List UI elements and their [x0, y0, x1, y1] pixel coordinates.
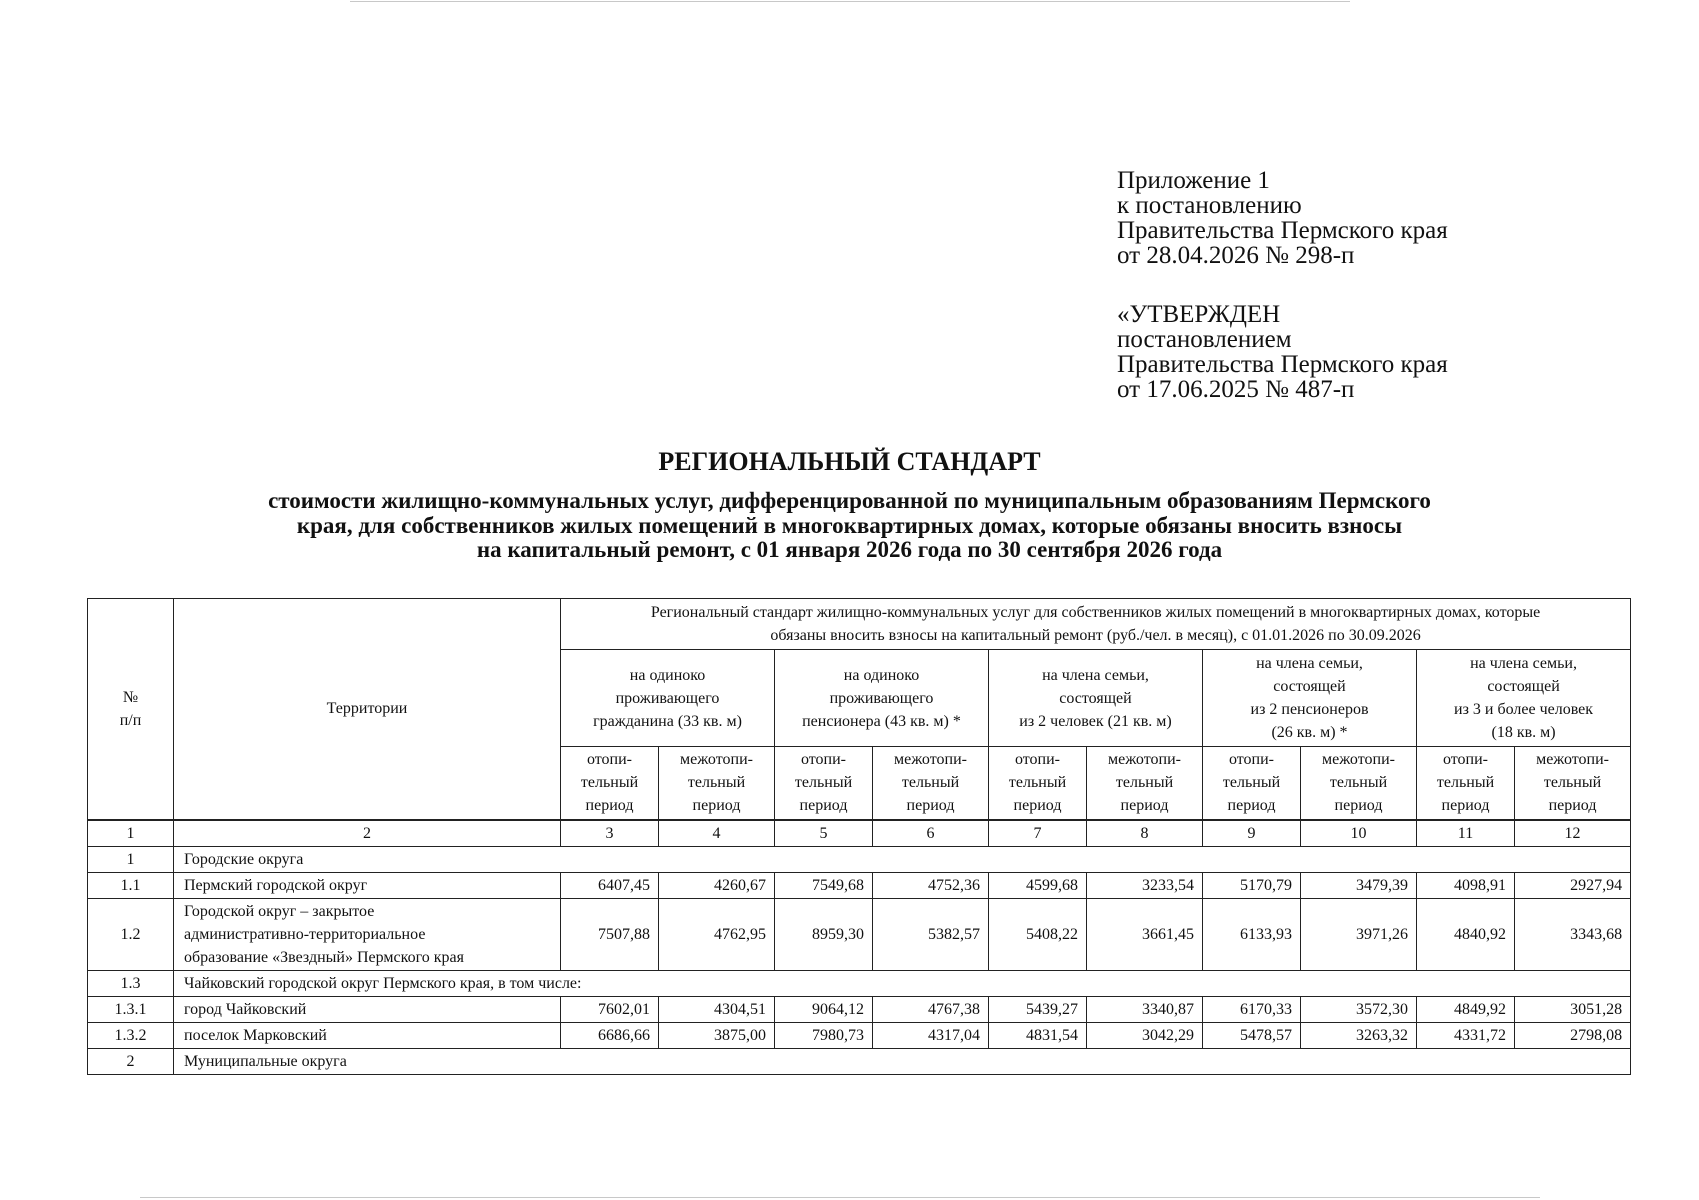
territory-name-line: административно-территориальное [184, 925, 426, 943]
group-line: на члена семьи, [1042, 666, 1149, 684]
appendix-line: от 28.04.2026 № 298-п [1117, 242, 1355, 269]
value-cell: 3340,87 [1087, 996, 1203, 1022]
approval-line: Правительства Пермского края [1117, 351, 1448, 378]
approval-block [1117, 302, 1637, 402]
group-line: проживающего [615, 689, 720, 707]
value-cell: 4767,38 [873, 996, 989, 1022]
value-cell: 3263,32 [1301, 1022, 1417, 1048]
value-cell: 3343,68 [1515, 898, 1631, 970]
column-number: 1 [88, 820, 174, 847]
scan-edge-line [140, 1197, 1540, 1198]
value-cell: 4840,92 [1417, 898, 1515, 970]
period-line: период [692, 797, 741, 815]
period-line: тельный [1008, 774, 1067, 792]
value-cell: 3042,29 [1087, 1022, 1203, 1048]
value-cell: 5439,27 [989, 996, 1087, 1022]
group-line: на одиноко [843, 666, 920, 684]
group-line: проживающего [829, 689, 934, 707]
column-number: 10 [1301, 820, 1417, 847]
column-number: 2 [174, 820, 561, 847]
value-cell: 4831,54 [989, 1022, 1087, 1048]
header-nonheating-period [1087, 747, 1203, 820]
period-line: отопи- [1014, 751, 1061, 769]
value-cell: 3875,00 [659, 1022, 775, 1048]
period-line: тельный [901, 774, 960, 792]
header-nonheating-period [1515, 747, 1631, 820]
territory-name: город Чайковский [174, 996, 561, 1022]
territory-name [174, 898, 561, 970]
header-group-single-citizen [561, 650, 775, 747]
group-line: состоящей [1487, 678, 1560, 695]
subtitle-line: на капитальный ремонт, с 01 января 2026 года по 30 сентября 2026 года [476, 537, 1223, 562]
value-cell: 6686,66 [561, 1022, 659, 1048]
column-number: 4 [659, 820, 775, 847]
period-line: межотопи- [1322, 751, 1395, 769]
group-line: (26 кв. м) * [1271, 724, 1348, 741]
group-line: гражданина (33 кв. м) [593, 712, 742, 730]
header-heating-period [989, 747, 1087, 820]
value-cell: 7602,01 [561, 996, 659, 1022]
period-line: межотопи- [1536, 751, 1609, 769]
value-cell: 3051,28 [1515, 996, 1631, 1022]
group-line: пенсионера (43 кв. м) * [802, 712, 961, 730]
territory-name: Муниципальные округа [174, 1048, 1631, 1074]
period-line: период [1334, 797, 1383, 815]
value-cell: 6407,45 [561, 872, 659, 898]
group-line: из 3 и более человек [1454, 701, 1594, 718]
period-line: отопи- [586, 751, 633, 769]
period-line: тельный [1436, 774, 1495, 792]
group-line: (18 кв. м) [1491, 724, 1556, 741]
column-number: 7 [989, 820, 1087, 847]
value-cell: 6170,33 [1203, 996, 1301, 1022]
period-line: период [1548, 797, 1597, 815]
value-cell: 6133,93 [1203, 898, 1301, 970]
period-line: тельный [794, 774, 853, 792]
value-cell: 8959,30 [775, 898, 873, 970]
column-number: 5 [775, 820, 873, 847]
scan-edge-line [350, 1, 1350, 2]
approval-line: постановлением [1117, 326, 1292, 353]
period-line: межотопи- [894, 751, 967, 769]
period-line: отопи- [1228, 751, 1275, 769]
period-line: межотопи- [1108, 751, 1181, 769]
period-line: период [1120, 797, 1169, 815]
table-row [88, 1022, 1631, 1048]
period-line: период [1013, 797, 1062, 815]
value-cell: 4599,68 [989, 872, 1087, 898]
header-main-line: Региональный стандарт жилищно-коммунальных услуг для собственников жилых помещений в многоквартирных домах, которые [650, 604, 1541, 621]
group-line: на одиноко [629, 666, 706, 684]
column-number: 12 [1515, 820, 1631, 847]
group-line: из 2 пенсионеров [1250, 701, 1369, 718]
value-cell: 2927,94 [1515, 872, 1631, 898]
header-main [561, 599, 1631, 650]
header-number [88, 599, 174, 820]
period-line: тельный [1222, 774, 1281, 792]
value-cell: 7507,88 [561, 898, 659, 970]
group-line: состоящей [1273, 678, 1346, 695]
row-number: 1 [88, 846, 174, 872]
group-line: состоящей [1059, 689, 1132, 707]
value-cell: 3479,39 [1301, 872, 1417, 898]
period-line: период [1441, 797, 1490, 815]
group-line: на члена семьи, [1256, 655, 1363, 672]
value-cell: 4331,72 [1417, 1022, 1515, 1048]
appendix-block [1117, 168, 1637, 268]
table-row [88, 872, 1631, 898]
header-nonheating-period [1301, 747, 1417, 820]
period-line: тельный [1543, 774, 1602, 792]
column-number: 9 [1203, 820, 1301, 847]
value-cell: 7980,73 [775, 1022, 873, 1048]
table-row [88, 846, 1631, 872]
header-nonheating-period [873, 747, 989, 820]
approval-line: «УТВЕРЖДЕН [1117, 301, 1281, 328]
document-subtitle [60, 489, 1639, 563]
header-group-family-2-pensioners [1203, 650, 1417, 747]
value-cell: 7549,68 [775, 872, 873, 898]
column-number: 11 [1417, 820, 1515, 847]
header-number-line: п/п [119, 711, 142, 729]
value-cell: 3971,26 [1301, 898, 1417, 970]
appendix-line: к постановлению [1117, 192, 1302, 219]
period-line: тельный [580, 774, 639, 792]
group-line: на члена семьи, [1470, 655, 1577, 672]
value-cell: 4762,95 [659, 898, 775, 970]
group-line: из 2 человек (21 кв. м) [1019, 712, 1172, 730]
row-number: 2 [88, 1048, 174, 1074]
value-cell: 3661,45 [1087, 898, 1203, 970]
value-cell: 4849,92 [1417, 996, 1515, 1022]
header-heating-period [1203, 747, 1301, 820]
value-cell: 5408,22 [989, 898, 1087, 970]
table-row [88, 1048, 1631, 1074]
value-cell: 4098,91 [1417, 872, 1515, 898]
territory-name-line: образование «Звездный» Пермского края [184, 948, 464, 966]
header-group-family-3plus [1417, 650, 1631, 747]
value-cell: 4752,36 [873, 872, 989, 898]
period-line: тельный [687, 774, 746, 792]
value-cell: 5478,57 [1203, 1022, 1301, 1048]
row-number: 1.2 [88, 898, 174, 970]
period-line: отопи- [1442, 751, 1489, 769]
territory-name: Городские округа [174, 846, 1631, 872]
value-cell: 3572,30 [1301, 996, 1417, 1022]
value-cell: 2798,08 [1515, 1022, 1631, 1048]
header-territory: Территории [174, 599, 561, 820]
document-title: РЕГИОНАЛЬНЫЙ СТАНДАРТ [658, 447, 1041, 476]
period-line: период [799, 797, 848, 815]
table-row [88, 970, 1631, 996]
appendix-line: Приложение 1 [1117, 167, 1270, 194]
column-number: 3 [561, 820, 659, 847]
header-group-single-pensioner [775, 650, 989, 747]
standard-table [87, 598, 1631, 1075]
period-line: период [585, 797, 634, 815]
column-number: 6 [873, 820, 989, 847]
header-number-line: № [122, 688, 139, 706]
row-number: 1.3.2 [88, 1022, 174, 1048]
header-nonheating-period [659, 747, 775, 820]
header-group-family-2 [989, 650, 1203, 747]
value-cell: 3233,54 [1087, 872, 1203, 898]
value-cell: 4304,51 [659, 996, 775, 1022]
value-cell: 9064,12 [775, 996, 873, 1022]
value-cell: 4317,04 [873, 1022, 989, 1048]
period-line: отопи- [800, 751, 847, 769]
subtitle-line: стоимости жилищно-коммунальных услуг, дифференцированной по муниципальным образованиям Пермского [268, 488, 1431, 513]
appendix-line: Правительства Пермского края [1117, 217, 1448, 244]
header-heating-period [1417, 747, 1515, 820]
value-cell: 5382,57 [873, 898, 989, 970]
header-main-line: обязаны вносить взносы на капитальный ремонт (руб./чел. в месяц), с 01.01.2026 по 30.09.2026 [770, 627, 1421, 644]
row-number: 1.3 [88, 970, 174, 996]
period-line: межотопи- [680, 751, 753, 769]
value-cell: 5170,79 [1203, 872, 1301, 898]
territory-name: Пермский городской округ [174, 872, 561, 898]
territory-name: Чайковский городской округ Пермского края, в том числе: [174, 970, 1631, 996]
territory-name: поселок Марковский [174, 1022, 561, 1048]
header-heating-period [775, 747, 873, 820]
period-line: период [1227, 797, 1276, 815]
period-line: тельный [1329, 774, 1388, 792]
table-row [88, 996, 1631, 1022]
row-number: 1.1 [88, 872, 174, 898]
column-number: 8 [1087, 820, 1203, 847]
header-heating-period [561, 747, 659, 820]
approval-line: от 17.06.2025 № 487-п [1117, 376, 1355, 403]
subtitle-line: края, для собственников жилых помещений в многоквартирных домах, которые обязаны вносить взносы [296, 512, 1403, 538]
value-cell: 4260,67 [659, 872, 775, 898]
period-line: тельный [1115, 774, 1174, 792]
table-row [88, 898, 1631, 970]
territory-name-line: Городской округ – закрытое [184, 902, 375, 920]
period-line: период [906, 797, 955, 815]
row-number: 1.3.1 [88, 996, 174, 1022]
